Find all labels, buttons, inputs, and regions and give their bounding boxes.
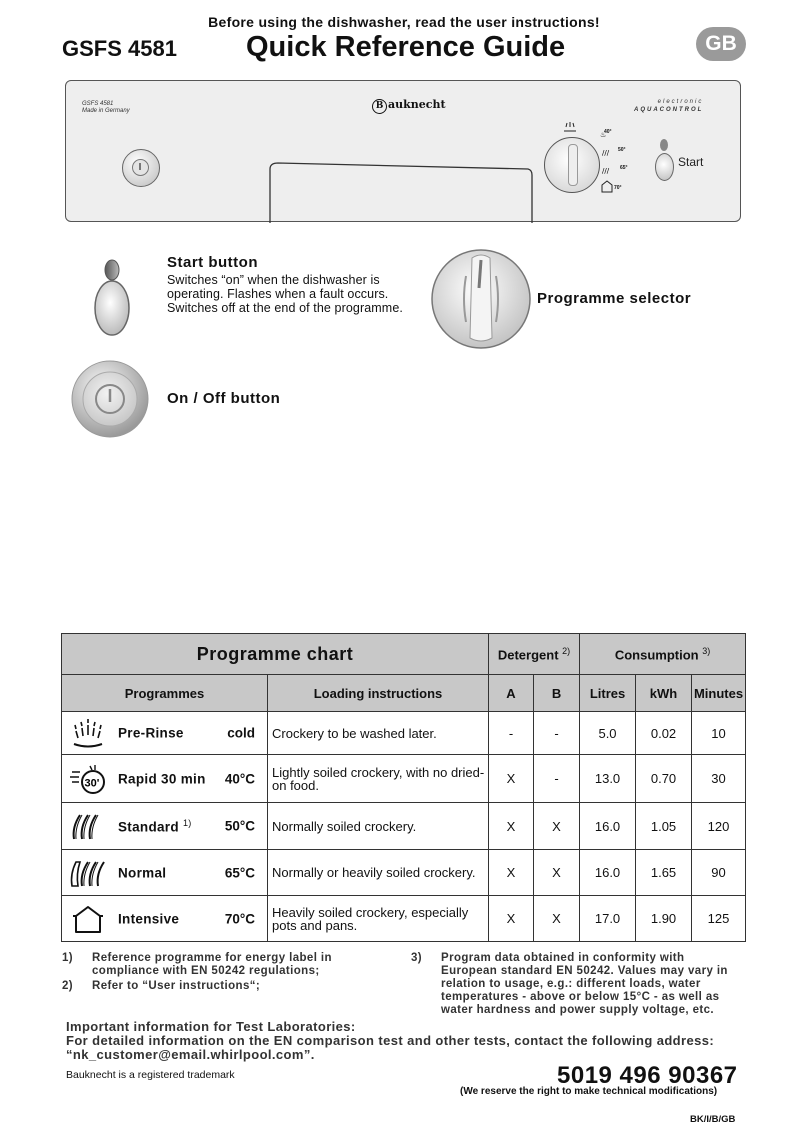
reserve-note: (We reserve the right to make technical modifications) [460, 1086, 718, 1097]
detergent-b: X [534, 896, 580, 942]
consumption-header [580, 634, 746, 675]
detergent-a: - [489, 712, 534, 755]
top-note: Before using the dishwasher, read the user instructions! [208, 14, 600, 30]
detergent-header [489, 634, 580, 675]
start-button-title: Start button [167, 254, 258, 271]
panel-programme-knob[interactable] [544, 137, 600, 193]
programme-name [118, 818, 192, 835]
table-row [62, 896, 746, 942]
footnote-number: 2) [62, 980, 74, 992]
col-minutes: Minutes [692, 675, 746, 712]
table-row [62, 850, 746, 896]
programme-cell [62, 896, 268, 942]
col-litres: Litres [580, 675, 636, 712]
litres: 13.0 [580, 755, 636, 803]
knob-label-40: 40° [604, 129, 612, 135]
info-heading: Important information for Test Laboratories: [66, 1019, 356, 1034]
svg-text:30': 30' [84, 777, 100, 789]
col-programmes: Programmes [62, 675, 268, 712]
panel-model-line: GSFS 4581 [82, 101, 114, 107]
brand-logo [372, 98, 446, 114]
document-code: 5019 496 90367 [557, 1062, 738, 1089]
electronic-label: electronic [657, 99, 704, 105]
door-recess [266, 161, 536, 223]
rapid-30-icon [68, 762, 108, 796]
trademark-note: Bauknecht is a registered trademark [66, 1069, 235, 1081]
panel-start-indicator [660, 139, 668, 151]
minutes: 120 [692, 803, 746, 850]
detergent-a: X [489, 755, 534, 803]
test-lab-info [66, 1020, 714, 1062]
pre-rinse-icon [68, 716, 108, 750]
loading-instruction: Normally or heavily soiled crockery. [268, 850, 489, 896]
consumption-note: 3) [702, 645, 711, 656]
programme-temp: 70°C [224, 911, 255, 926]
footnote-2 [62, 980, 362, 994]
loading-instruction: Crockery to be washed later. [268, 712, 489, 755]
table-row [62, 755, 746, 803]
info-text: For detailed information on the EN comparison test and other tests, contact the following address: [66, 1033, 715, 1048]
footnote-3 [411, 952, 751, 1018]
onoff-button-icon [71, 360, 149, 438]
aquacontrol-label [634, 98, 703, 114]
onoff-button-title: On / Off button [167, 390, 281, 407]
programme-cell [62, 755, 268, 803]
programme-name: Pre-Rinse [118, 725, 184, 741]
detergent-b: X [534, 803, 580, 850]
footnote-number: 3) [411, 952, 423, 964]
programme-temp: 50°C [224, 818, 255, 834]
programme-name: Rapid 30 min [118, 771, 206, 786]
knob-programme-icons [598, 125, 616, 195]
kwh: 0.70 [636, 755, 692, 803]
programme-chart [61, 633, 746, 942]
minutes: 90 [692, 850, 746, 896]
normal-icon [68, 856, 108, 890]
svg-text:///: /// [602, 167, 610, 175]
knob-label-70: 70° [614, 185, 622, 191]
footnote-number: 1) [62, 952, 74, 964]
programme-cell [62, 803, 268, 850]
intensive-icon [68, 902, 108, 936]
programme-note: 1) [182, 817, 192, 828]
minutes: 125 [692, 896, 746, 942]
col-a: A [489, 675, 534, 712]
brand-initial: B [372, 99, 387, 114]
knob-grip [568, 144, 578, 186]
litres: 16.0 [580, 850, 636, 896]
kwh: 0.02 [636, 712, 692, 755]
col-kwh: kWh [636, 675, 692, 712]
chart-title: Programme chart [62, 634, 489, 675]
litres: 17.0 [580, 896, 636, 942]
region-code: BK/I/B/GB [690, 1114, 736, 1125]
detergent-b: - [534, 712, 580, 755]
standard-icon [68, 809, 108, 843]
kwh: 1.90 [636, 896, 692, 942]
panel-start-button[interactable] [655, 153, 674, 181]
litres: 16.0 [580, 803, 636, 850]
detergent-a: X [489, 896, 534, 942]
minutes: 30 [692, 755, 746, 803]
knob-label-65: 65° [620, 165, 628, 171]
panel-start-label: Start [678, 155, 704, 169]
svg-text:///: /// [602, 149, 610, 157]
kwh: 1.65 [636, 850, 692, 896]
detergent-a: X [489, 803, 534, 850]
col-b: B [534, 675, 580, 712]
footnote-1 [62, 952, 362, 980]
programme-selector-icon [430, 248, 532, 350]
programme-name-text: Standard [118, 819, 179, 835]
page-title: Quick Reference Guide [246, 31, 566, 63]
detergent-note: 2) [562, 645, 571, 656]
panel-made-in: Made in Germany [82, 108, 130, 114]
loading-instruction: Lightly soiled crockery, with no dried-on food. [268, 755, 489, 803]
knob-label-50: 50° [618, 147, 626, 153]
svg-text:♨: ♨ [600, 131, 607, 139]
start-button-icon [92, 258, 132, 338]
litres: 5.0 [580, 712, 636, 755]
table-row [62, 712, 746, 755]
kwh: 1.05 [636, 803, 692, 850]
footnote-text: Reference programme for energy label in compliance with EN 50242 regulations; [92, 952, 332, 977]
footnote-text: Refer to “User instructions“; [92, 980, 261, 992]
model-number: GSFS 4581 [62, 36, 177, 61]
pre-rinse-small-icon [562, 119, 578, 133]
consumption-label: Consumption [614, 647, 699, 663]
loading-instruction: Heavily soiled crockery, especially pots and pans. [268, 896, 489, 942]
col-loading: Loading instructions [268, 675, 489, 712]
programme-temp: cold [227, 725, 255, 741]
detergent-label: Detergent [497, 647, 559, 663]
programme-temp: 65°C [224, 865, 255, 880]
programme-selector-title: Programme selector [537, 290, 692, 307]
start-button-description: Switches “on” when the dishwasher is operating. Flashes when a fault occurs. Switches off at the end of the programme. [167, 273, 403, 315]
minutes: 10 [692, 712, 746, 755]
control-panel [65, 80, 741, 222]
panel-onoff-button[interactable] [122, 149, 160, 187]
programme-name: Normal [118, 865, 167, 880]
language-badge: GB [696, 27, 746, 61]
power-icon [132, 159, 149, 176]
brand-name: auknecht [388, 98, 446, 111]
panel-model-label [82, 101, 130, 115]
programme-cell [62, 850, 268, 896]
programme-name: Intensive [118, 911, 180, 926]
footnote-text: Program data obtained in conformity with European standard EN 50242. Values may vary in relation to usage, e.g.: different loads, water temperatures - above or below 15°C - as well as water hardness and power supply voltage, etc. [441, 952, 728, 1016]
loading-instruction: Normally soiled crockery. [268, 803, 489, 850]
info-email[interactable]: “nk_customer@email.whirlpool.com”. [66, 1047, 315, 1062]
detergent-a: X [489, 850, 534, 896]
programme-temp: 40°C [224, 771, 255, 786]
aquacontrol-text: AQUACONTROL [634, 107, 704, 113]
table-row [62, 803, 746, 850]
detergent-b: X [534, 850, 580, 896]
detergent-b: - [534, 755, 580, 803]
programme-cell [62, 712, 268, 755]
